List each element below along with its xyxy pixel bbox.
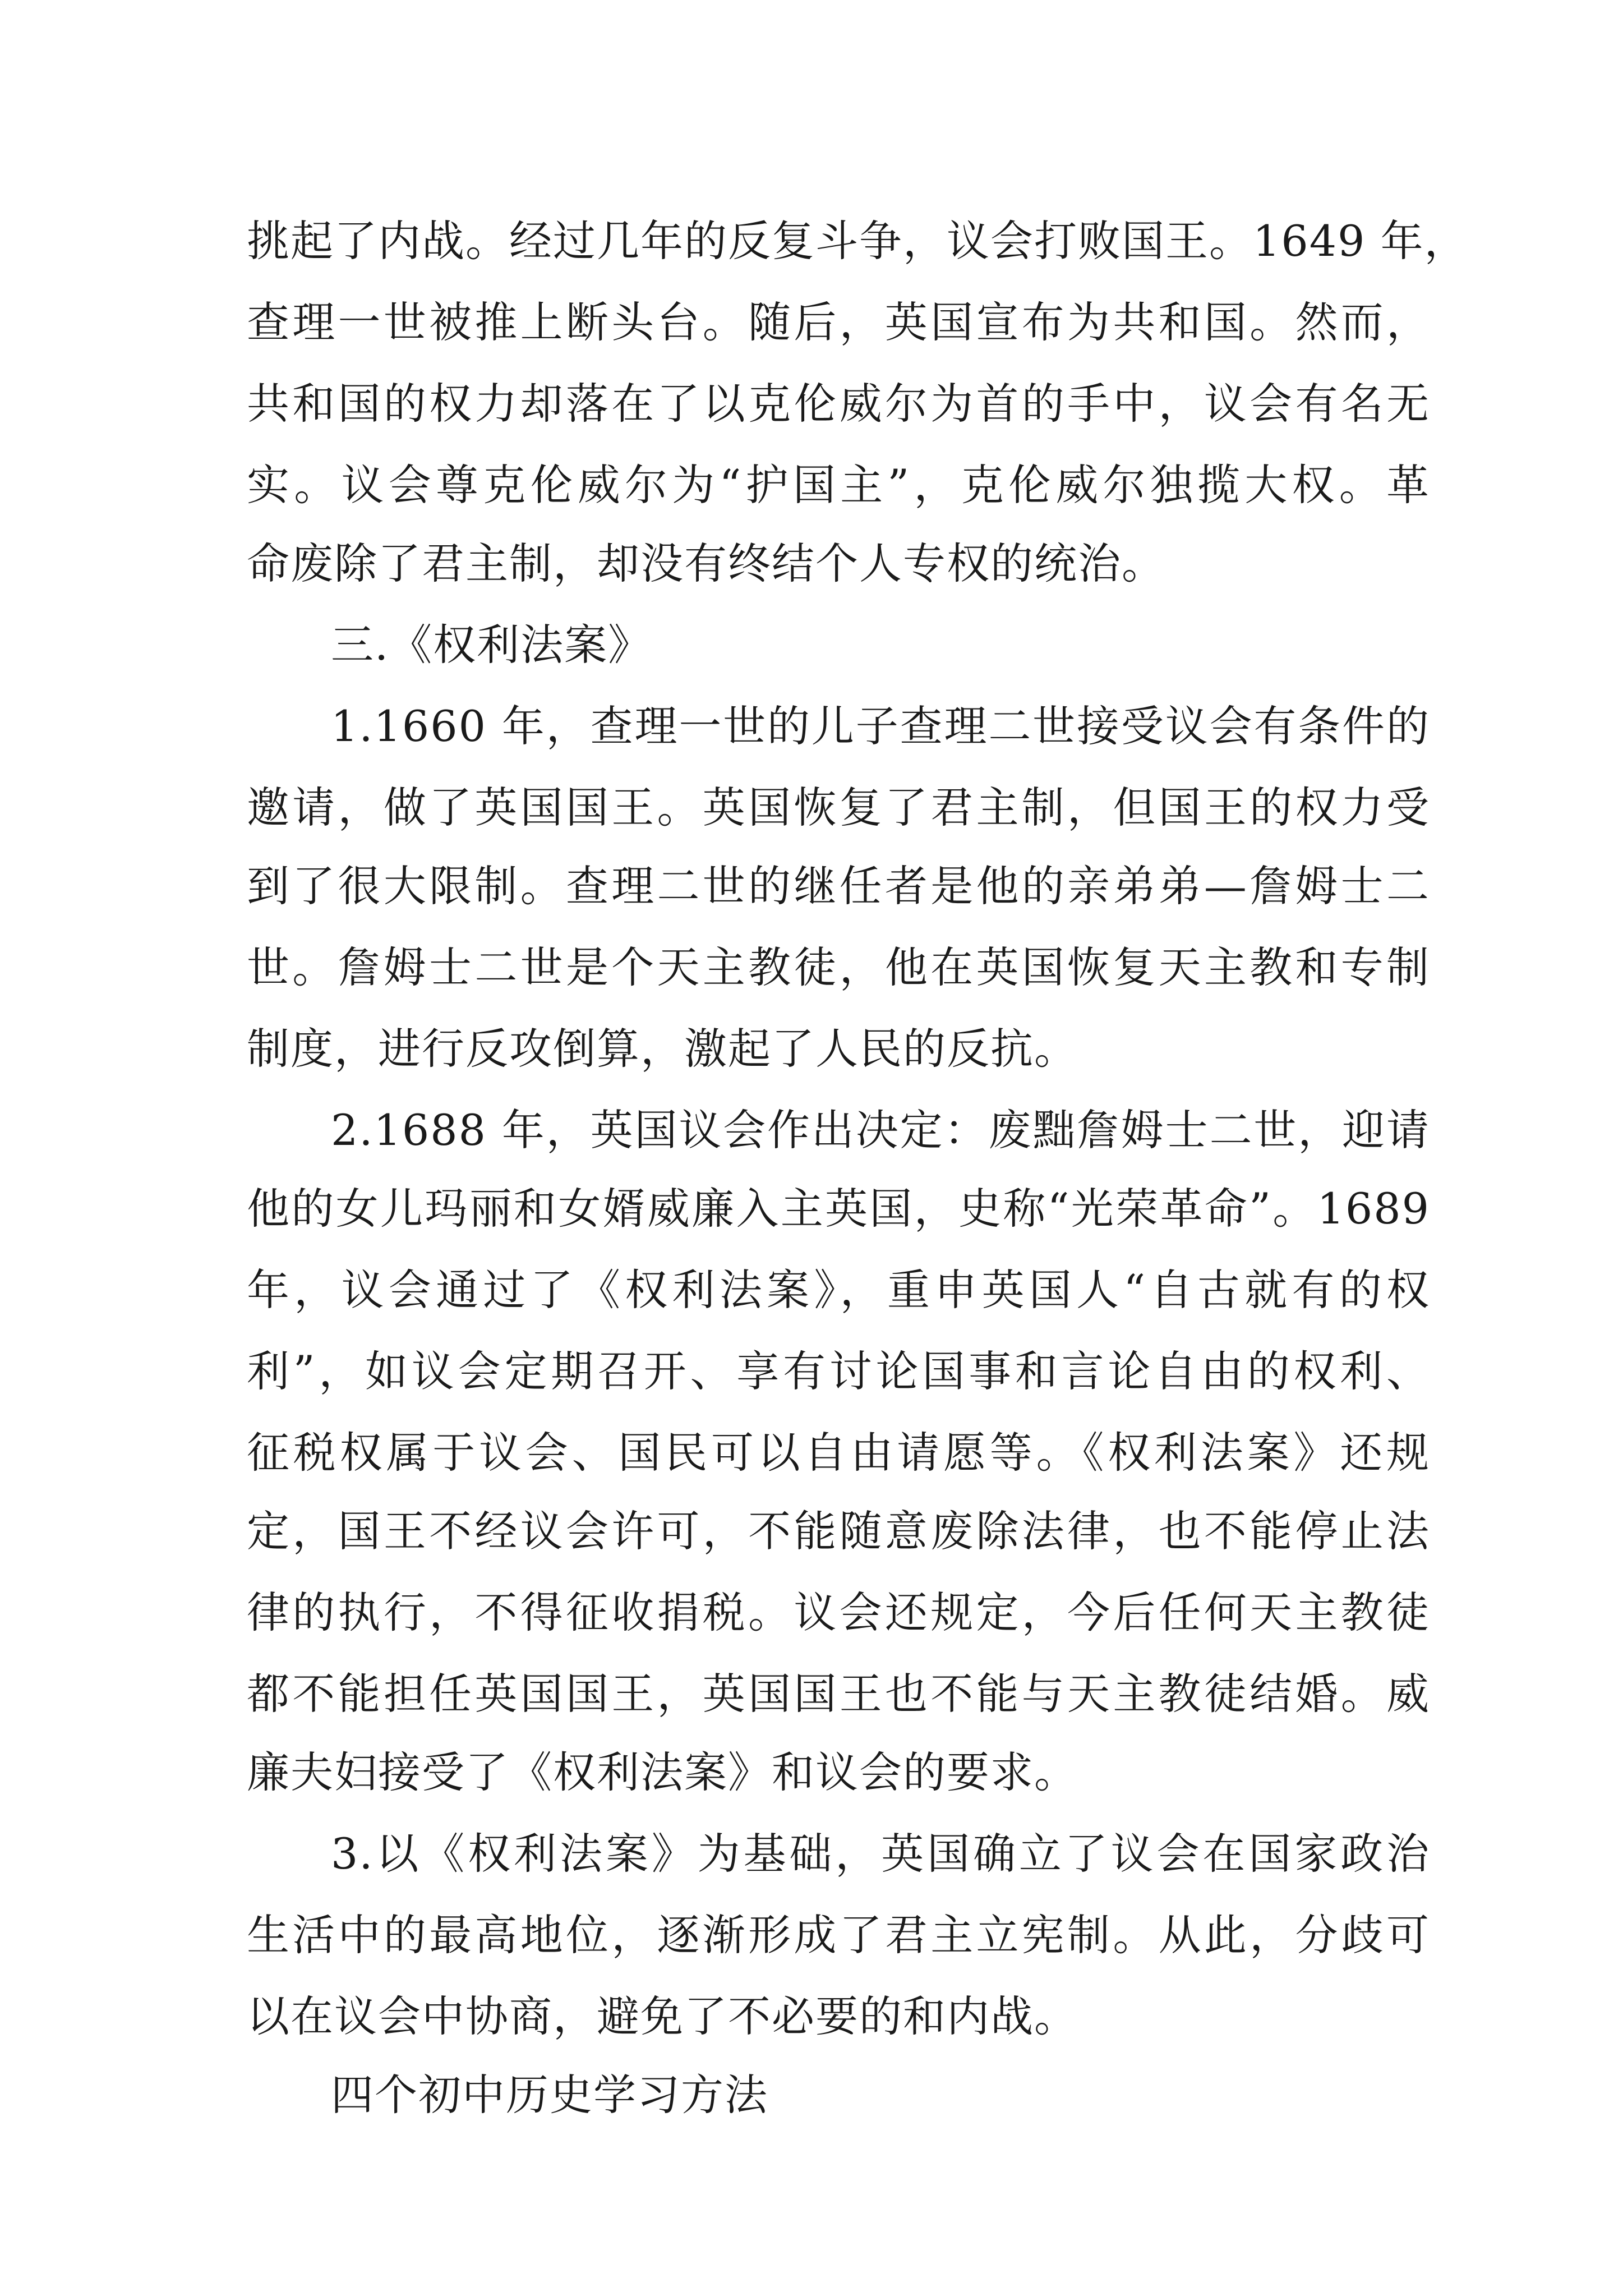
paragraph-line: 以在议会中协商，避免了不必要的和内战。 bbox=[247, 1991, 1078, 2041]
section-heading: 三.《权利法案》 bbox=[331, 620, 652, 670]
paragraph-line: 挑起了内战。经过几年的反复斗争，议会打败国王。1649 年， bbox=[247, 216, 1468, 266]
paragraph-line: 到了很大限制。查理二世的继任者是他的亲弟弟—詹姆士二 bbox=[247, 861, 1430, 911]
paragraph-line: 实。议会尊克伦威尔为“护国主”，克伦威尔独揽大权。革 bbox=[247, 460, 1430, 510]
paragraph-line: 共和国的权力却落在了以克伦威尔为首的手中，议会有名无 bbox=[247, 379, 1430, 429]
paragraph-line: 2.1688 年，英国议会作出决定：废黜詹姆士二世，迎请 bbox=[331, 1105, 1430, 1155]
paragraph-line: 征税权属于议会、国民可以自由请愿等。《权利法案》还规 bbox=[247, 1428, 1430, 1478]
paragraph-line: 世。詹姆士二世是个天主教徒，他在英国恢复天主教和专制 bbox=[247, 942, 1430, 992]
paragraph-line: 命废除了君主制，却没有终结个人专权的统治。 bbox=[247, 539, 1165, 588]
paragraph-line: 1.1660 年，查理一世的儿子查理二世接受议会有条件的 bbox=[331, 701, 1430, 751]
paragraph-line: 他的女儿玛丽和女婿威廉入主英国，史称“光荣革命”。1689 bbox=[247, 1184, 1430, 1234]
paragraph-line: 3.以《权利法案》为基础，英国确立了议会在国家政治 bbox=[331, 1829, 1430, 1879]
paragraph-line: 邀请，做了英国国王。英国恢复了君主制，但国王的权力受 bbox=[247, 783, 1430, 832]
paragraph-line: 律的执行，不得征收捐税。议会还规定，今后任何天主教徒 bbox=[247, 1588, 1430, 1637]
paragraph-line: 查理一世被推上断头台。随后，英国宣布为共和国。然而， bbox=[247, 297, 1430, 347]
paragraph-line: 都不能担任英国国王，英国国王也不能与天主教徒结婚。威 bbox=[247, 1669, 1430, 1719]
section-heading: 四个初中历史学习方法 bbox=[331, 2070, 768, 2120]
paragraph-line: 制度，进行反攻倒算，激起了人民的反抗。 bbox=[247, 1024, 1078, 1074]
paragraph-line: 廉夫妇接受了《权利法案》和议会的要求。 bbox=[247, 1747, 1078, 1797]
paragraph-line: 定，国王不经议会许可，不能随意废除法律，也不能停止法 bbox=[247, 1506, 1430, 1556]
paragraph-line: 利”，如议会定期召开、享有讨论国事和言论自由的权利、 bbox=[247, 1346, 1430, 1396]
paragraph-line: 生活中的最高地位，逐渐形成了君主立宪制。从此，分歧可 bbox=[247, 1910, 1430, 1960]
paragraph-line: 年，议会通过了《权利法案》，重申英国人“自古就有的权 bbox=[247, 1265, 1430, 1315]
